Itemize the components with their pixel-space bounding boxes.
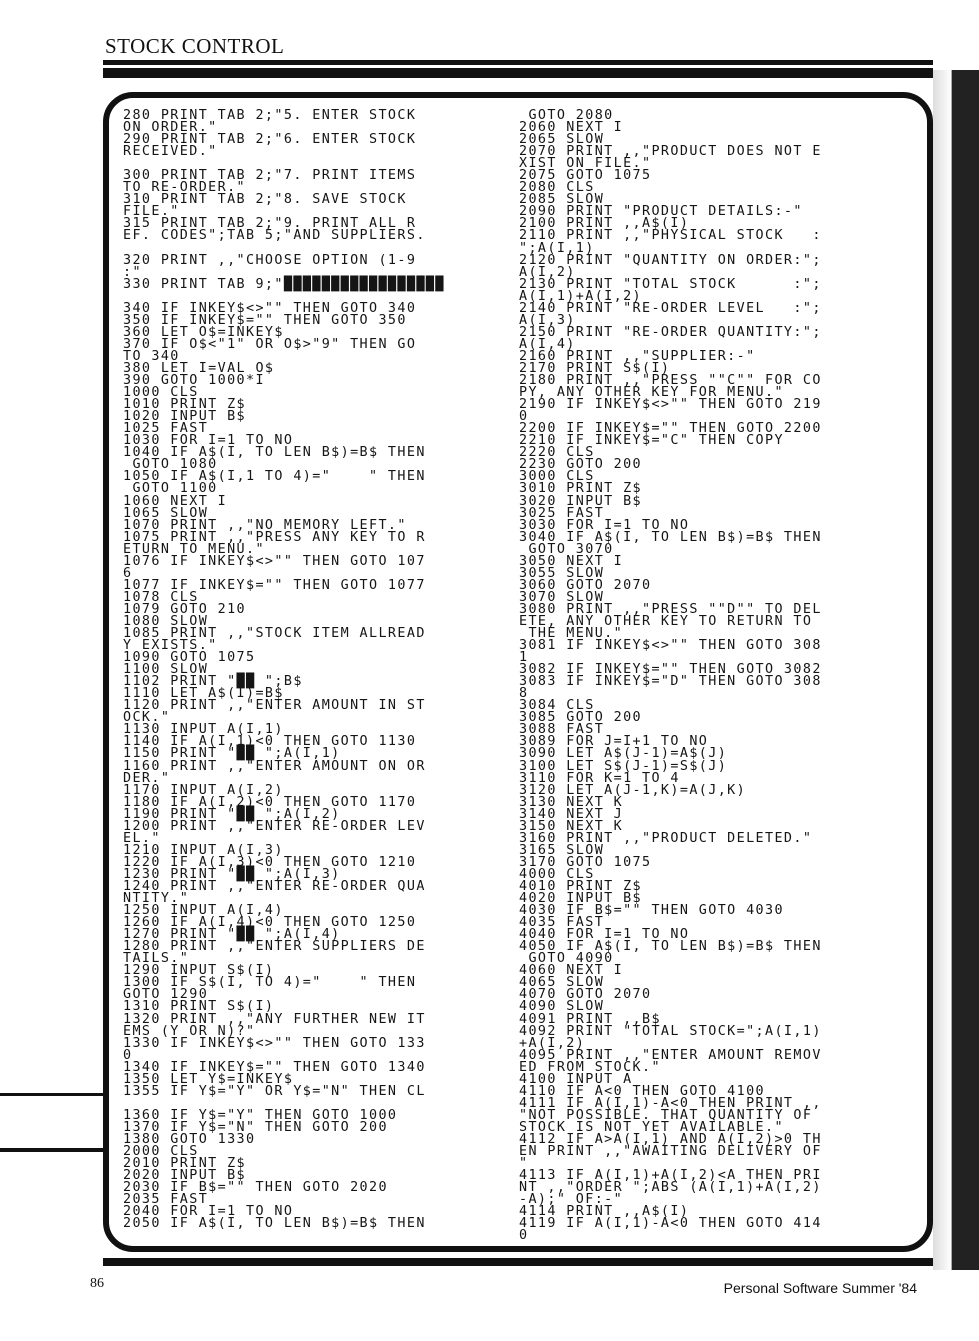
- code-line: 1050 IF A$(I,1 TO 4)=" " THEN: [123, 469, 426, 485]
- code-line: 1230 PRINT "██ ";A(I,3): [123, 866, 341, 882]
- code-line: 1: [519, 650, 529, 666]
- code-line: A(I,1)+A(I,2): [519, 288, 643, 304]
- code-line: 3165 SLOW: [519, 842, 605, 858]
- code-line: ED FROM STOCK.": [519, 1059, 661, 1075]
- code-line: 1078 CLS: [123, 589, 199, 605]
- code-line: EMS (Y OR N)?": [123, 1023, 256, 1039]
- code-line: 1075 PRINT ,,"PRESS ANY KEY TO R: [123, 529, 426, 545]
- code-line: STOCK IS NOT YET AVAILABLE.": [519, 1119, 784, 1135]
- code-line: 1300 IF S$(I, TO 4)=" " THEN: [123, 975, 417, 991]
- code-line: ";A(I,1): [519, 240, 595, 256]
- code-line: 1130 INPUT A(I,1): [123, 722, 284, 738]
- code-line: 1060 NEXT I: [123, 493, 228, 509]
- code-line: 2130 PRINT "TOTAL STOCK :";: [519, 276, 822, 292]
- code-line: A(I,2): [519, 264, 576, 280]
- code-line: 3081 IF INKEY$<>"" THEN GOTO 308: [519, 638, 822, 654]
- code-line: 1310 PRINT S$(I): [123, 999, 275, 1015]
- code-line: 4065 SLOW: [519, 975, 605, 991]
- code-line: 3120 LET A(J-1,K)=A(J,K): [519, 782, 747, 798]
- code-line: 4095 PRINT ,,"ENTER AMOUNT REMOV: [519, 1047, 822, 1063]
- code-line: 4010 PRINT Z$: [519, 879, 643, 894]
- code-line: +A(I,2): [519, 1035, 586, 1051]
- code-line: 1290 INPUT S$(I): [123, 963, 275, 979]
- code-line: NTITY.": [123, 891, 190, 907]
- margin-mark: [0, 1093, 108, 1096]
- code-line: GOTO 1100: [123, 481, 218, 497]
- code-line: 2075 GOTO 1075: [519, 168, 652, 184]
- code-line: 4090 SLOW: [519, 999, 605, 1015]
- code-line: 4092 PRINT "TOTAL STOCK=";A(I,1): [519, 1023, 822, 1039]
- code-line: 3083 IF INKEY$="D" THEN GOTO 308: [519, 674, 822, 690]
- code-line: 3050 NEXT I: [519, 553, 624, 569]
- code-line: EF. CODES";TAB 5;"AND SUPPLIERS.: [123, 228, 426, 244]
- code-line: 1250 INPUT A(I,4): [123, 903, 284, 919]
- code-line: TAILS.": [123, 951, 190, 967]
- code-line: 3040 IF A$(I, TO LEN B$)=B$ THEN: [519, 529, 822, 545]
- code-line: 3085 GOTO 200: [519, 710, 643, 726]
- code-line: 1320 PRINT ,,"ANY FURTHER NEW IT: [123, 1011, 426, 1027]
- code-line: PY, ANY OTHER KEY FOR MENU.": [519, 385, 784, 401]
- code-line: 350 IF INKEY$="" THEN GOTO 350: [123, 312, 407, 328]
- code-line: 2050 IF A$(I, TO LEN B$)=B$ THEN: [123, 1216, 426, 1232]
- code-line: 300 PRINT TAB 2;"7. PRINT ITEMS: [123, 168, 417, 184]
- code-line: 320 PRINT ,,"CHOOSE OPTION (1-9: [123, 252, 417, 268]
- code-line: 2020 INPUT B$: [123, 1168, 247, 1184]
- code-line: 1025 FAST: [123, 421, 209, 437]
- code-line: 2000 CLS: [123, 1144, 199, 1160]
- code-line: 3030 FOR I=1 TO NO: [519, 517, 690, 533]
- code-line: NT ,,"ORDER ";ABS (A(I,1)+A(I,2): [519, 1180, 822, 1196]
- code-line: 280 PRINT TAB 2;"5. ENTER STOCK: [123, 108, 417, 123]
- code-line: 3020 INPUT B$: [519, 493, 643, 509]
- code-line: 3010 PRINT Z$: [519, 481, 643, 497]
- code-line: 2100 PRINT ,,A$(I): [519, 216, 690, 232]
- code-line: 1350 LET Y$=INKEY$: [123, 1071, 294, 1087]
- code-line: 1065 SLOW: [123, 505, 209, 521]
- code-line: 370 IF O$<"1" OR O$>"9" THEN GO: [123, 336, 417, 352]
- code-line: 2040 FOR I=1 TO NO: [123, 1204, 294, 1220]
- code-line: 1010 PRINT Z$: [123, 397, 247, 413]
- code-line: 2150 PRINT "RE-ORDER QUANTITY:";: [519, 324, 822, 340]
- code-line: 2220 CLS: [519, 445, 595, 461]
- code-line: 1020 INPUT B$: [123, 409, 247, 425]
- code-line: 3000 CLS: [519, 469, 595, 485]
- code-line: 2140 PRINT "RE-ORDER LEVEL :";: [519, 300, 822, 316]
- code-line: GOTO 2080: [519, 108, 614, 123]
- listing-column-right: [519, 110, 919, 1242]
- code-line: 380 LET I=VAL O$: [123, 360, 275, 376]
- code-line: 1080 SLOW: [123, 613, 209, 629]
- code-line: 3070 SLOW: [519, 589, 605, 605]
- code-line: 1210 INPUT A(I,3): [123, 842, 284, 858]
- code-line: 1100 SLOW: [123, 662, 209, 678]
- code-line: 4114 PRINT ,,A$(I): [519, 1204, 690, 1220]
- code-line: 4091 PRINT ,,B$: [519, 1011, 661, 1027]
- code-line: RECEIVED.": [123, 144, 218, 160]
- code-line: 1260 IF A(I,4)<0 THEN GOTO 1250: [123, 915, 417, 931]
- code-line: EL.": [123, 830, 161, 846]
- code-line: 3100 LET S$(J-1)=S$(J): [519, 758, 728, 774]
- code-line: 360 LET O$=INKEY$: [123, 324, 284, 340]
- code-line: 2060 NEXT I: [519, 120, 624, 136]
- code-line: GOTO 4090: [519, 951, 614, 967]
- code-line: 1380 GOTO 1330: [123, 1131, 256, 1147]
- code-line: 1120 PRINT ,,"ENTER AMOUNT IN ST: [123, 698, 426, 714]
- code-line: 2180 PRINT ,,"PRESS ""C"" FOR CO: [519, 373, 822, 389]
- code-line: 1077 IF INKEY$="" THEN GOTO 1077: [123, 577, 426, 593]
- code-line: GOTO 1290: [123, 987, 209, 1003]
- code-line: 4112 IF A>A(I,1) AND A(I,2)>0 TH: [519, 1131, 822, 1147]
- code-line: 2065 SLOW: [519, 132, 605, 148]
- code-line: 2010 PRINT Z$: [123, 1156, 247, 1172]
- code-line: 4035 FAST: [519, 915, 605, 931]
- code-line: :": [123, 264, 142, 280]
- code-line: 2160 PRINT ,,"SUPPLIER:-": [519, 348, 756, 364]
- code-line: "NOT POSSIBLE. THAT QUANTITY OF: [519, 1107, 813, 1123]
- header-rule: [103, 60, 933, 65]
- code-line: 1170 INPUT A(I,2): [123, 782, 284, 798]
- code-line: 2070 PRINT ,,"PRODUCT DOES NOT E: [519, 144, 822, 160]
- code-line: 1220 IF A(I,3)<0 THEN GOTO 1210: [123, 854, 417, 870]
- code-line: 2190 IF INKEY$<>"" THEN GOTO 219: [519, 397, 822, 413]
- code-line: 4020 INPUT B$: [519, 891, 643, 907]
- code-line: 2080 CLS: [519, 180, 595, 196]
- code-line: 2120 PRINT "QUANTITY ON ORDER:";: [519, 252, 822, 268]
- code-line: 1150 PRINT "██ ";A(I,1): [123, 746, 341, 762]
- code-line: 2230 GOTO 200: [519, 457, 643, 473]
- code-line: -A);" OF:-": [519, 1192, 624, 1208]
- code-line: 340 IF INKEY$<>"" THEN GOTO 340: [123, 300, 417, 316]
- code-line: ON ORDER.": [123, 120, 218, 136]
- page-number: 86: [90, 1276, 104, 1291]
- code-line: 2110 PRINT ,,"PHYSICAL STOCK :: [519, 228, 822, 244]
- code-line: DER.": [123, 770, 171, 786]
- code-line: 4110 IF A<0 THEN GOTO 4100: [519, 1083, 766, 1099]
- page-header-title: STOCK CONTROL: [105, 34, 285, 58]
- code-line: 3170 GOTO 1075: [519, 854, 652, 870]
- code-line: 2210 IF INKEY$="C" THEN COPY: [519, 433, 784, 449]
- code-line: 4113 IF A(I,1)+A(I,2)<A THEN PRI: [519, 1168, 822, 1184]
- code-line: 1070 PRINT ,,"NO MEMORY LEFT.": [123, 517, 407, 533]
- code-line: 2200 IF INKEY$="" THEN GOTO 2200: [519, 421, 822, 437]
- code-line: 4111 IF A(I,1)-A<0 THEN PRINT ,,: [519, 1095, 822, 1111]
- code-line: 3089 FOR J=I+1 TO NO: [519, 734, 709, 750]
- code-line: 2085 SLOW: [519, 192, 605, 208]
- code-line: 4060 NEXT I: [519, 963, 624, 979]
- code-line: 1200 PRINT ,,"ENTER RE-ORDER LEV: [123, 818, 426, 834]
- code-line: EN PRINT ,,"AWAITING DELIVERY OF: [519, 1144, 822, 1160]
- margin-mark: [0, 1148, 108, 1152]
- code-line: 4030 IF B$="" THEN GOTO 4030: [519, 903, 784, 919]
- listing-column-left: [123, 110, 513, 1230]
- code-line: THE MENU.": [519, 626, 624, 642]
- code-line: TO RE-ORDER.": [123, 180, 247, 196]
- code-line: 1280 PRINT ,,"ENTER SUPPLIERS DE: [123, 939, 426, 955]
- code-line: 4050 IF A$(I, TO LEN B$)=B$ THEN: [519, 939, 822, 955]
- code-line: 1079 GOTO 210: [123, 601, 247, 617]
- code-line: 0: [519, 1228, 529, 1244]
- code-line: GOTO 1080: [123, 457, 218, 473]
- code-line: 3060 GOTO 2070: [519, 577, 652, 593]
- code-line: 1355 IF Y$="Y" OR Y$="N" THEN CL: [123, 1083, 426, 1099]
- code-line: 3130 NEXT K: [519, 794, 624, 810]
- code-line: 3055 SLOW: [519, 565, 605, 581]
- footer-bar: [103, 1258, 933, 1266]
- code-line: 2030 IF B$="" THEN GOTO 2020: [123, 1180, 388, 1196]
- code-line: 290 PRINT TAB 2;"6. ENTER STOCK: [123, 132, 417, 148]
- code-line: 0: [123, 1047, 133, 1063]
- code-line: A(I,4): [519, 336, 576, 352]
- code-line: 3084 CLS: [519, 698, 595, 714]
- code-line: 3080 PRINT ,,"PRESS ""D"" TO DEL: [519, 601, 822, 617]
- code-line: 6: [123, 565, 133, 581]
- code-line: Y EXISTS.": [123, 638, 218, 654]
- code-line: ": [519, 1156, 529, 1172]
- code-line: 1370 IF Y$="N" THEN GOTO 200: [123, 1119, 388, 1135]
- code-line: 2170 PRINT S$(I): [519, 360, 671, 376]
- code-line: 3110 FOR K=1 TO 4: [519, 770, 680, 786]
- code-line: 3082 IF INKEY$="" THEN GOTO 3082: [519, 662, 822, 678]
- code-line: 1270 PRINT "██ ";A(I,4): [123, 927, 341, 943]
- code-line: 330 PRINT TAB 9;"█████████████████: [123, 276, 445, 292]
- code-line: 315 PRINT TAB 2;"9. PRINT ALL R: [123, 216, 417, 232]
- code-line: ETE, ANY OTHER KEY TO RETURN TO: [519, 613, 813, 629]
- code-line: 3140 NEXT J: [519, 806, 624, 822]
- code-line: 1240 PRINT ,,"ENTER RE-ORDER QUA: [123, 879, 426, 894]
- code-line: TO 340: [123, 348, 180, 364]
- code-line: 1102 PRINT "██ ";B$: [123, 674, 303, 690]
- code-line: 310 PRINT TAB 2;"8. SAVE STOCK: [123, 192, 407, 208]
- code-line: A(I,3): [519, 312, 576, 328]
- code-line: 4070 GOTO 2070: [519, 987, 652, 1003]
- code-line: 1085 PRINT ,,"STOCK ITEM ALLREAD: [123, 626, 426, 642]
- code-line: 1076 IF INKEY$<>"" THEN GOTO 107: [123, 553, 426, 569]
- code-line: XIST ON FILE.": [519, 156, 652, 172]
- code-line: 2090 PRINT "PRODUCT DETAILS:-": [519, 204, 803, 220]
- publication-name: Personal Software Summer '84: [723, 1280, 917, 1296]
- program-listing-box: [103, 92, 933, 1252]
- code-line: 2035 FAST: [123, 1192, 209, 1208]
- code-line: 390 GOTO 1000*I: [123, 373, 265, 389]
- code-line: 1330 IF INKEY$<>"" THEN GOTO 133: [123, 1035, 426, 1051]
- code-line: 3150 NEXT K: [519, 818, 624, 834]
- code-line: 4040 FOR I=1 TO NO: [519, 927, 690, 943]
- code-line: 1160 PRINT ,,"ENTER AMOUNT ON OR: [123, 758, 426, 774]
- code-line: 3025 FAST: [519, 505, 605, 521]
- code-line: 1000 CLS: [123, 385, 199, 401]
- code-line: OCK.": [123, 710, 171, 726]
- code-line: 4119 IF A(I,1)-A<0 THEN GOTO 414: [519, 1216, 822, 1232]
- code-line: 3090 LET A$(J-1)=A$(J): [519, 746, 728, 762]
- code-line: 4100 INPUT A: [519, 1071, 633, 1087]
- code-line: 3160 PRINT ,,"PRODUCT DELETED.": [519, 830, 813, 846]
- header-bar: [103, 68, 933, 78]
- code-line: 1180 IF A(I,2)<0 THEN GOTO 1170: [123, 794, 417, 810]
- code-line: 8: [519, 686, 529, 702]
- code-line: 1140 IF A(I,1)<0 THEN GOTO 1130: [123, 734, 417, 750]
- code-line: ETURN TO MENU.": [123, 541, 265, 557]
- code-line: 3088 FAST: [519, 722, 605, 738]
- code-line: 0: [519, 409, 529, 425]
- code-line: 1340 IF INKEY$="" THEN GOTO 1340: [123, 1059, 426, 1075]
- code-line: 1190 PRINT "██ ";A(I,2): [123, 806, 341, 822]
- code-line: 4000 CLS: [519, 866, 595, 882]
- code-line: 1030 FOR I=1 TO NO: [123, 433, 294, 449]
- code-line: 1360 IF Y$="Y" THEN GOTO 1000: [123, 1107, 398, 1123]
- code-line: 1040 IF A$(I, TO LEN B$)=B$ THEN: [123, 445, 426, 461]
- scan-edge-shadow: [933, 70, 979, 1270]
- code-line: 1110 LET A$(I)=B$: [123, 686, 284, 702]
- code-line: GOTO 3070: [519, 541, 614, 557]
- code-line: FILE.": [123, 204, 180, 220]
- code-line: 1090 GOTO 1075: [123, 650, 256, 666]
